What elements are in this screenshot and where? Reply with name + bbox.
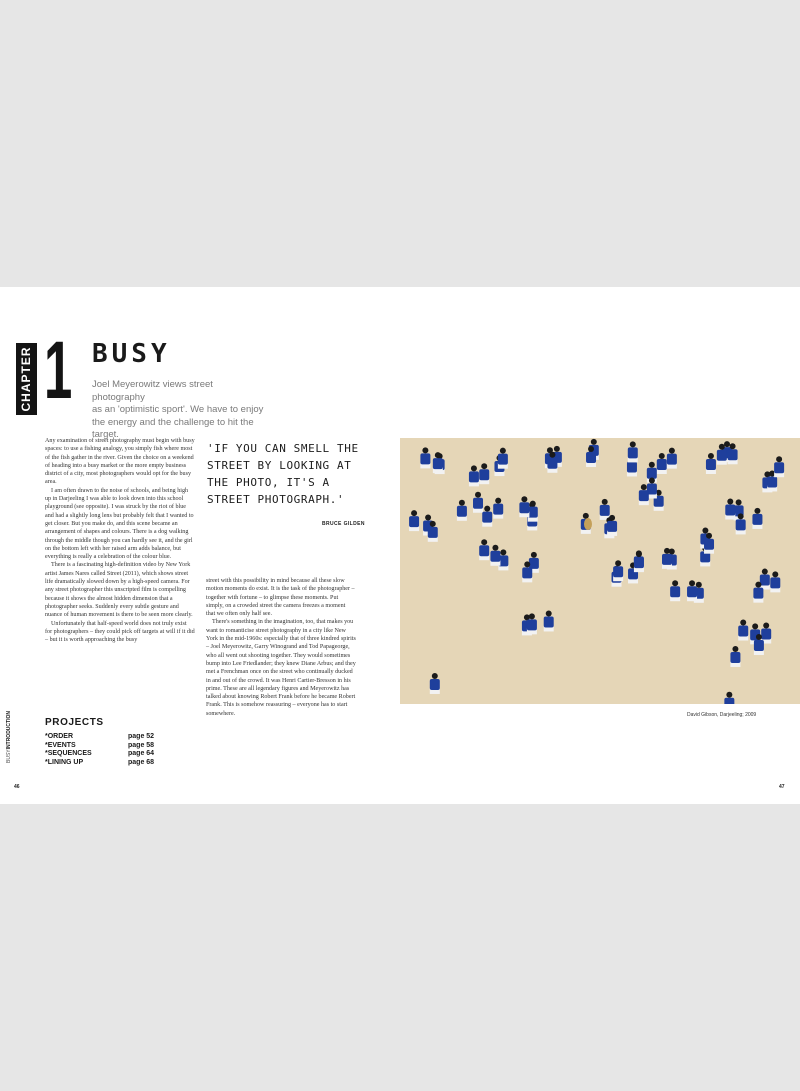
chapter-intro: Joel Meyerowitz views street photography as an 'optimistic sport'. We have to enjoy the energy and the challenge to hit the target. [92, 379, 264, 440]
project-page: page 52 [128, 733, 155, 740]
body-column-1 [45, 437, 195, 644]
project-link-lining-up[interactable] [45, 759, 175, 768]
project-label: *LINING UP [45, 758, 84, 766]
chapter-word: CHAPTER [19, 346, 33, 412]
project-label: *ORDER [45, 733, 74, 740]
chapter-number: 1 [44, 325, 73, 416]
page-number-left: 46 [14, 784, 20, 790]
pull-quote: 'IF YOU CAN SMELL THE STREET BY LOOKING AT THE PHOTO, IT'S A STREET PHOTOGRAPH.' [207, 442, 359, 506]
projects-heading: PROJECTS [45, 717, 104, 728]
page-number-right: 47 [779, 784, 785, 790]
project-link-events[interactable] [45, 742, 175, 751]
playground-photo [400, 438, 800, 704]
projects-list [45, 733, 175, 767]
project-label: *SEQUENCES [45, 750, 92, 758]
project-link-sequences[interactable] [45, 750, 175, 759]
photo-illustration [400, 438, 800, 704]
paragraph: I am often drawn to the noise of schools, and being high up in Darjeeling I was able to look down into this school playground (see opposite). I was struck by the riot of blue and had a slightly long lens but probably felt that I wanted to get closer. But you make do, and this scene became an arrangement of shapes and colours. There is a dog walking through the middle though you can hardly see it, and the girl on the bottom left with her raised arm adds balance, but everything is really a celebration of the colour blue. [45, 487, 194, 561]
project-page: page 68 [128, 758, 155, 766]
chapter-title: BUSY [92, 339, 171, 369]
photo-caption: David Gibson, Darjeeling; 2009 [687, 712, 757, 718]
book-spread [0, 287, 800, 804]
quote-attribution: BRUCE GILDEN [322, 521, 365, 527]
project-page: page 64 [128, 750, 155, 758]
dog-figure [584, 518, 592, 530]
paragraph: There's something in the imagination, too, that makes you want to romanticise street photography in a city like New York in the mid-1960s: especially that of three kindred spirits – Joel Meyerowitz, Garry Winogrand and Tod Papageorge, who all went out shooting together. They would sometimes bump into Lee Friedlander; they knew Diane Arbus; and they met a Frenchman once on the street who continually ducked in and out of the crowd. It was Henri Cartier-Bresson in his prime. These are all legendary figures and Meyerowitz has talked about knowing Robert Frank before he became Robert Frank. This is somehow reassuring – everyone has to start somewhere. [206, 619, 356, 717]
project-link-order[interactable] [45, 733, 175, 742]
project-page: page 58 [128, 741, 155, 749]
body-column-2 [206, 577, 356, 718]
side-label-part: BUSY [6, 749, 12, 763]
project-label: *EVENTS [45, 741, 76, 749]
paragraph: There is a fascinating high-definition video by New York artist James Nares called Street (2011), which shows street life dramatically slowed down by a high-speed camera. For any street photographer this unscripted film is compelling because it shows the almost hidden dimension that a photographer seeks. Suddenly every subtle gesture and nuance of human movement is there to be seen more clearly. [45, 562, 193, 619]
paragraph: street with this possibility in mind because all these slow motion moments do exist. It is the task of the photographer – together with fortune – to glimpse these moments. Put simply, on a crowded street the camera freezes a moment that we often only half see. [206, 578, 355, 618]
paragraph: Unfortunately that half-speed world does not truly exist for photographers – they could pick off targets at will if it did – but it is worth approaching the busy [45, 620, 195, 644]
side-label-section: INTRODUCTION [6, 711, 12, 750]
section-side-label [6, 711, 12, 763]
paragraph: Any examination of street photography must begin with busy spaces: to use a fishing analogy, you simply fish where most of the fish gather in the river. Given the choice on a weekend of heading into a busy market or the more empty business district of a city, most photographers would opt for the busy area. [45, 438, 195, 486]
